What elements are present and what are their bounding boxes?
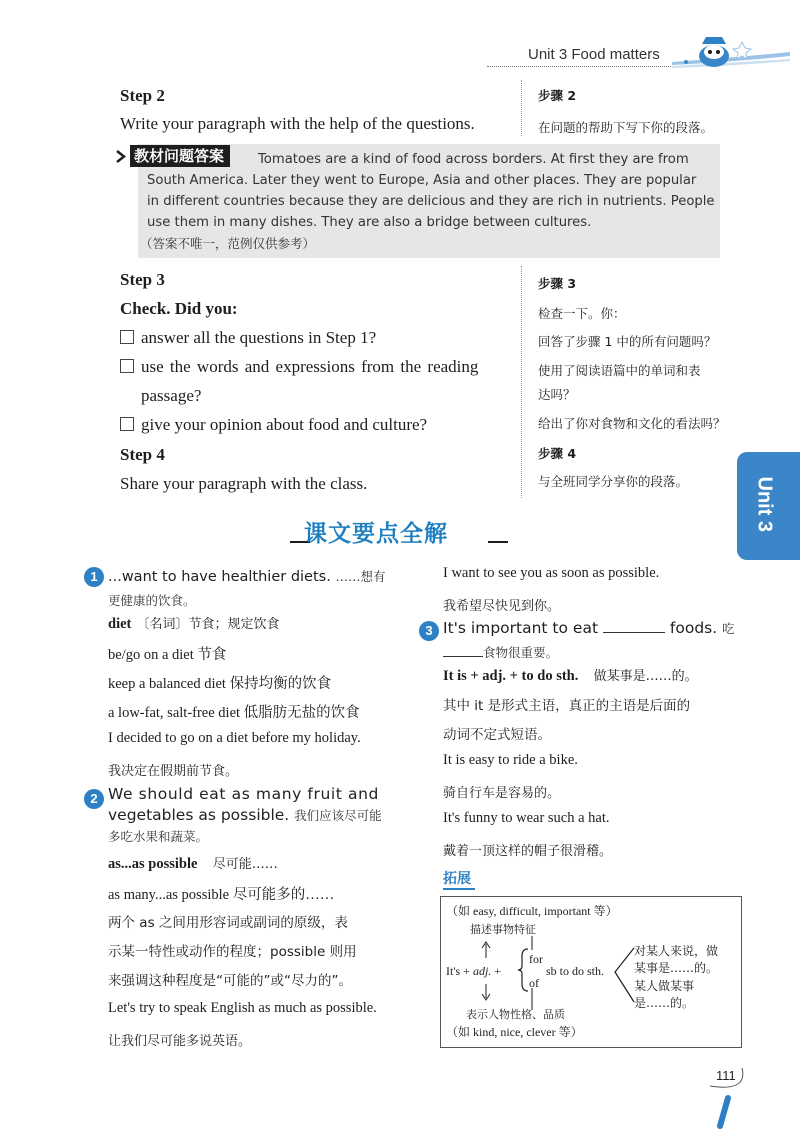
branch-connector-icon [613,944,635,1006]
step4-zh-text: 与全班同学分享你的段落。 [538,474,689,489]
answer-line-2: South America. Later they went to Europe, Asia and other places. They are popular [147,173,697,188]
answer-line-4: use them in many dishes. They are also a bridge between cultures. [147,215,592,230]
point2-phrase: as...as possible 尽可能…… [108,856,278,872]
diagram-for: for [529,952,543,966]
fill-blank [443,656,483,657]
unit-header-title: Unit 3 Food matters [528,46,660,63]
point3-example-1: It is easy to ride a bike. [443,752,578,768]
point3-lead-1: It's important to eat foods. 吃 [443,619,735,637]
diagram-its: It's + adj. + [446,964,502,978]
step3-zh-check: 检查一下。你： [538,306,626,321]
step3-check: Check. Did you: [120,299,238,318]
extension-title: 拓展 [443,871,471,887]
point3-pattern: It is + adj. + to do sth. 做某事是……的。 [443,668,698,684]
diagram-top-desc: 描述事物特征 [470,923,536,936]
step3-zh-item-1: 回答了步骤 1 中的所有问题吗？ [538,334,717,349]
diagram-of: of [529,976,539,990]
step3-heading: Step 3 [120,270,165,289]
point1-example-zh: 我决定在假期前节食。 [108,764,239,779]
answer-line-1: Tomatoes are a kind of food across borders. At first they are from [258,152,689,167]
step3-item-1: answer all the questions in Step 1? [120,328,376,348]
unit-side-tab-label: Unit 3 [753,476,776,533]
diagram-right-4: 是……的。 [634,996,695,1010]
diagram-right-2: 某事是……的。 [634,961,719,975]
left-brace-icon [517,948,529,992]
point-number-badge: 2 [84,789,104,809]
diagram-right-3: 某人做某事 [634,979,695,993]
step3-item-3: give your opinion about food and culture? [120,415,427,435]
fill-blank [603,632,665,633]
chevron-right-icon [116,150,126,163]
step4-heading: Step 4 [120,445,165,464]
point-number-badge: 1 [84,567,104,587]
point2-lead-2: vegetables as possible. 我们应该尽可能 [108,806,382,824]
step2-zh-text: 在问题的帮助下写下你的段落。 [538,120,714,135]
unit-logo-icon [672,32,790,72]
section-title: 课文要点全解 [304,521,448,547]
step4-zh-heading: 步骤 4 [538,446,577,461]
diagram-bottom-examples: （如 kind, nice, clever 等） [446,1025,583,1039]
point2-explain-1: 两个 as 之间用形容词或副词的原级，表 [108,915,348,931]
point1-example: I decided to go on a diet before my holiday. [108,730,361,746]
point3-lead-2: 食物很重要。 [443,643,558,661]
point2-lead-zh: 多吃水果和蔬菜。 [108,829,209,844]
step3-zh-heading: 步骤 3 [538,276,577,291]
right-example-zh: 我希望尽快见到你。 [443,599,561,614]
point2-explain-2: 示某一特性或动作的程度；possible 则用 [108,944,357,960]
point2-explain-3: 来强调这种程度是“可能的”或“尽力的”。 [108,973,352,989]
point1-lead: ...want to have healthier diets. ……想有 [108,569,386,585]
point1-line-1: be/go on a diet 节食 [108,647,227,663]
diagram-bottom-desc: 表示人物性格、品质 [466,1008,565,1021]
step2-heading: Step 2 [120,86,165,105]
point1-line-2: keep a balanced diet 保持均衡的饮食 [108,676,332,692]
point2-example: Let's try to speak English as much as possible. [108,1000,377,1016]
answer-line-3: in different countries because they are delicious and they are rich in nutrients. People [147,194,715,209]
checkbox-icon [120,417,134,431]
step4-text: Share your paragraph with the class. [120,474,368,493]
step3-zh-item-2: 使用了阅读语篇中的单词和表 [538,363,701,378]
checkbox-icon [120,359,134,373]
section-title-rule-right [488,541,508,543]
point3-example-1-zh: 骑自行车是容易的。 [443,786,561,801]
point-number-badge: 3 [419,621,439,641]
point1-word-entry: diet 〔名词〕节食；规定饮食 [108,616,280,632]
step3-item-2-cont: passage? [141,386,202,405]
step2-text: Write your paragraph with the help of the questions. [120,114,475,133]
point3-example-2-zh: 戴着一顶这样的帽子很滑稽。 [443,844,613,859]
point2-lead-1: We should eat as many fruit and [108,785,379,803]
step3-zh-item-3: 给出了你对食物和文化的看法吗？ [538,416,726,431]
step3-item-2: use the words and expressions from the reading [120,357,478,377]
point3-explain-1: 其中 it 是形式主语，真正的主语是后面的 [443,698,691,714]
page-number: 111 [716,1068,736,1083]
point2-example-zh: 让我们尽可能多说英语。 [108,1034,252,1049]
answer-tag: 教材问题答案 [130,145,230,167]
diagram-top-examples: （如 easy, difficult, important 等） [446,904,618,918]
header-dotted-rule [487,66,675,67]
point1-line-3: a low-fat, salt-free diet 低脂肪无盐的饮食 [108,705,360,721]
column-divider [521,80,522,136]
point3-example-2: It's funny to wear such a hat. [443,810,610,826]
checkbox-icon [120,330,134,344]
point1-lead-zh: 更健康的饮食。 [108,593,196,608]
extension-title-underline [443,888,475,890]
point3-explain-2: 动词不定式短语。 [443,727,551,743]
step2-zh-heading: 步骤 2 [538,88,577,103]
point2-phrase-2: as many...as possible 尽可能多的…… [108,887,335,903]
answer-note: （答案不唯一，范例仅供参考） [140,236,316,251]
diagram-rest: sb to do sth. [546,964,605,978]
column-divider [521,266,522,498]
diagram-right-1: 对某人来说，做 [634,944,719,958]
step3-zh-item-2-cont: 达吗？ [538,387,576,402]
right-example: I want to see you as soon as possible. [443,565,660,581]
